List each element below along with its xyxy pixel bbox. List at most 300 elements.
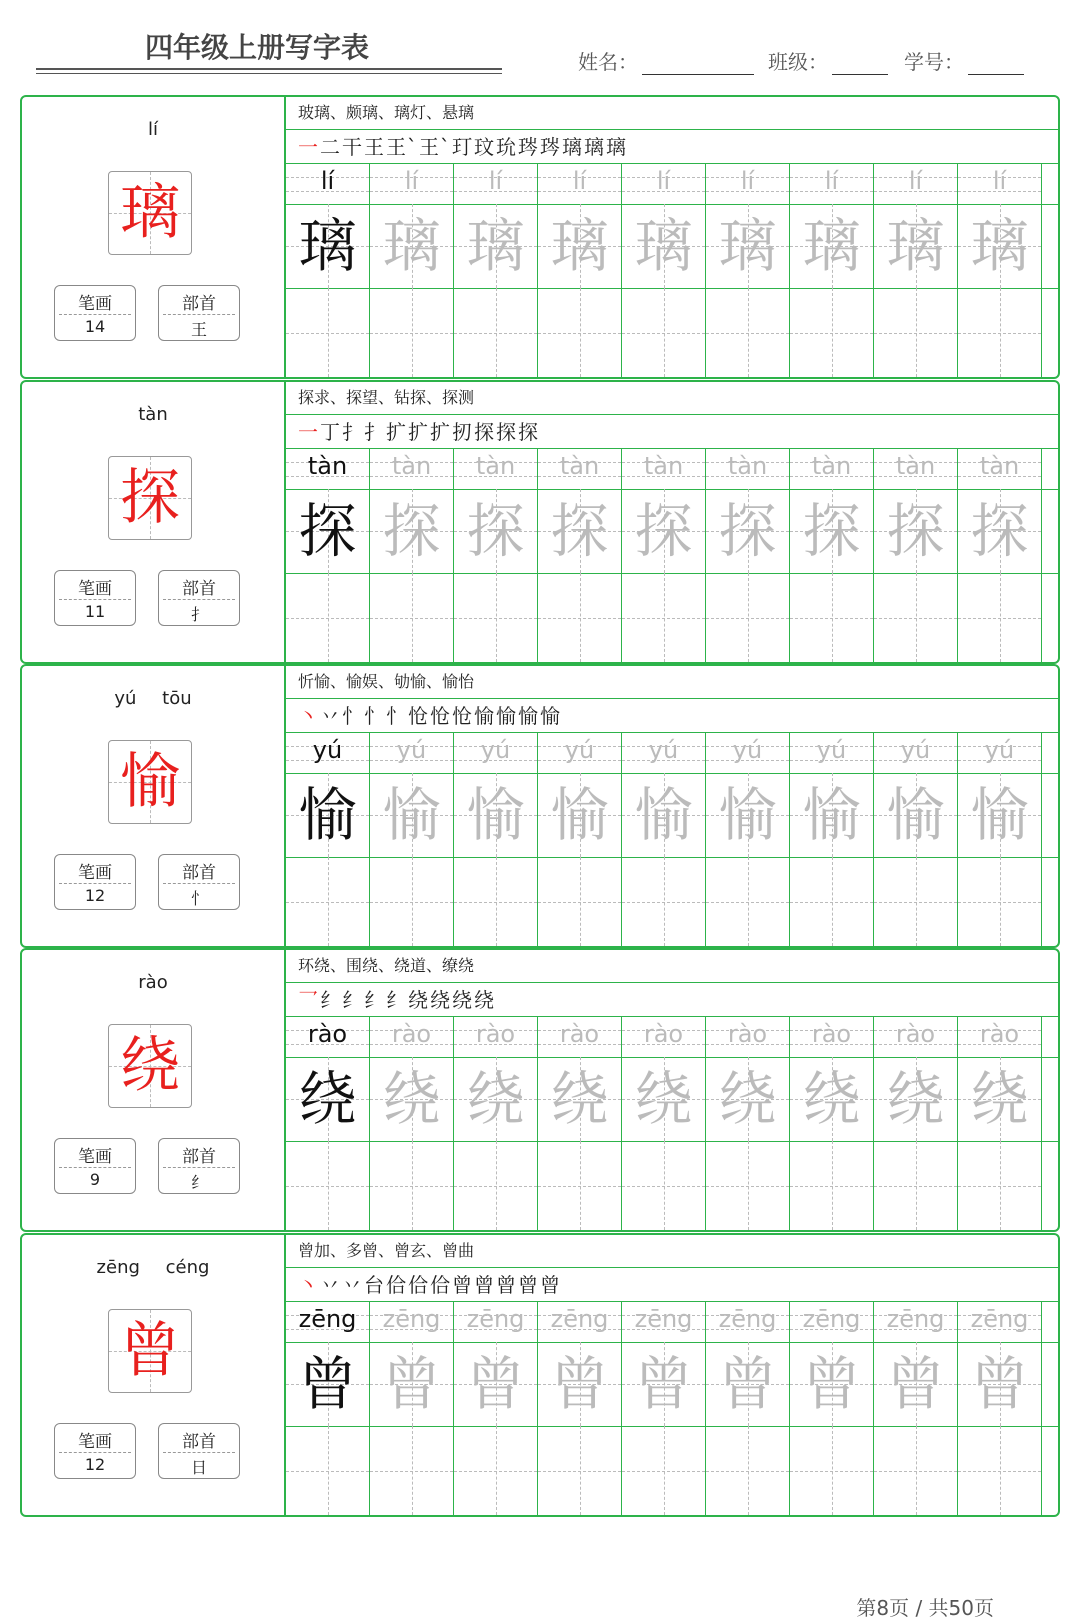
- character-cell[interactable]: [370, 1342, 454, 1426]
- pinyin-cell[interactable]: [790, 164, 874, 204]
- blank-cell[interactable]: [538, 573, 622, 662]
- radical-label: 部首: [182, 1432, 216, 1452]
- blank-cell[interactable]: [286, 288, 370, 377]
- character-cell[interactable]: [454, 773, 538, 857]
- pinyin-text: zēng: [298, 1305, 357, 1333]
- blank-cell[interactable]: [454, 288, 538, 377]
- name-field[interactable]: [578, 46, 754, 75]
- pinyin-cell[interactable]: [706, 1302, 790, 1342]
- stroke-step: 扌: [364, 420, 385, 444]
- stroke-step: 扩: [430, 420, 451, 444]
- pinyin-cell[interactable]: [958, 1017, 1042, 1057]
- character-text: 愉: [634, 781, 693, 849]
- blank-row: [286, 1426, 1058, 1515]
- stroke-step: 忄: [364, 704, 385, 728]
- character-cell[interactable]: [874, 773, 958, 857]
- stroke-count-value: 12: [84, 1455, 106, 1474]
- blank-cell[interactable]: [454, 857, 538, 946]
- pinyin-text: zēng: [802, 1305, 861, 1333]
- pinyin-cell[interactable]: [286, 733, 370, 773]
- character-text: 绕: [298, 1065, 357, 1133]
- stroke-step: 丶: [298, 1273, 319, 1297]
- blank-cell[interactable]: [958, 1426, 1042, 1515]
- character-cell[interactable]: [454, 1342, 538, 1426]
- character-text: 愉: [466, 781, 525, 849]
- stroke-step: 玟: [474, 135, 495, 159]
- blank-cell[interactable]: [538, 288, 622, 377]
- pinyin-cell[interactable]: [370, 164, 454, 204]
- character-text: 璃: [886, 212, 945, 280]
- blank-cell[interactable]: [958, 1141, 1042, 1230]
- character-cell[interactable]: [286, 489, 370, 573]
- number-blank[interactable]: [968, 50, 1024, 75]
- pinyin-text: rào: [811, 1020, 852, 1048]
- pinyin-cell[interactable]: [622, 733, 706, 773]
- blank-cell[interactable]: [538, 1426, 622, 1515]
- pinyin-cell[interactable]: [706, 164, 790, 204]
- blank-cell[interactable]: [370, 1141, 454, 1230]
- radical-label: 部首: [182, 863, 216, 883]
- practice-area: [284, 382, 1058, 662]
- pinyin-text: yú: [900, 736, 931, 764]
- pinyin-cell[interactable]: [958, 164, 1042, 204]
- pinyin-cell[interactable]: [286, 1017, 370, 1057]
- class-field[interactable]: [768, 46, 888, 75]
- blank-cell[interactable]: [790, 288, 874, 377]
- stroke-step: 扩: [408, 420, 429, 444]
- pinyin-cell[interactable]: [706, 1017, 790, 1057]
- character-cell[interactable]: [454, 1057, 538, 1141]
- blank-cell[interactable]: [958, 573, 1042, 662]
- pinyin-text: yú: [648, 736, 679, 764]
- number-field[interactable]: [904, 46, 1024, 75]
- character-cell[interactable]: [958, 1342, 1042, 1426]
- blank-cell[interactable]: [958, 288, 1042, 377]
- character-cell[interactable]: [370, 773, 454, 857]
- character-text: 绕: [718, 1065, 777, 1133]
- pinyin-text: lí: [488, 167, 503, 195]
- pinyin-text: lí: [908, 167, 923, 195]
- blank-cell[interactable]: [370, 1426, 454, 1515]
- character-box: [108, 740, 192, 824]
- stroke-count-box: [54, 1138, 136, 1194]
- blank-cell[interactable]: [706, 1141, 790, 1230]
- character-text: 探: [298, 497, 357, 565]
- pinyin-cell[interactable]: [958, 449, 1042, 489]
- blank-row: [286, 288, 1058, 377]
- blank-cell[interactable]: [370, 573, 454, 662]
- pinyin-cell[interactable]: [790, 1017, 874, 1057]
- blank-cell[interactable]: [622, 1141, 706, 1230]
- character-cell[interactable]: [622, 1057, 706, 1141]
- pinyin-text: tàn: [391, 452, 432, 480]
- character-cell[interactable]: [454, 204, 538, 288]
- blank-cell[interactable]: [706, 288, 790, 377]
- blank-cell[interactable]: [790, 857, 874, 946]
- word-list: 探求、探望、钻探、探测: [286, 382, 1058, 415]
- pinyin-cell[interactable]: [874, 733, 958, 773]
- blank-cell[interactable]: [286, 573, 370, 662]
- stroke-step: 曾: [452, 1273, 473, 1297]
- stroke-step: 王`: [419, 135, 451, 159]
- character-glyph: 探: [120, 463, 180, 533]
- character-cell[interactable]: [622, 204, 706, 288]
- pinyin-text: lí: [656, 167, 671, 195]
- stroke-step: 扩: [386, 420, 407, 444]
- stroke-step: 佮: [430, 1273, 451, 1297]
- pinyin-cell[interactable]: [622, 449, 706, 489]
- blank-cell[interactable]: [454, 573, 538, 662]
- character-text: 绕: [550, 1065, 609, 1133]
- character-cell[interactable]: [874, 204, 958, 288]
- stroke-step: 丁: [320, 420, 341, 444]
- character-text: 曾: [550, 1350, 609, 1418]
- stroke-step: 纟: [364, 988, 385, 1012]
- pinyin-text: tàn: [307, 452, 348, 480]
- pinyin-text: tàn: [811, 452, 852, 480]
- pinyin-text: lí: [740, 167, 755, 195]
- stroke-step: 愉: [496, 704, 517, 728]
- blank-cell[interactable]: [874, 288, 958, 377]
- stroke-step: 曾: [496, 1273, 517, 1297]
- character-cell[interactable]: [370, 1057, 454, 1141]
- pinyin-row: [286, 449, 1058, 490]
- stroke-step: 曾: [540, 1273, 561, 1297]
- character-cell[interactable]: [538, 773, 622, 857]
- character-text: 绕: [466, 1065, 525, 1133]
- radical-value: 纟: [190, 1173, 207, 1192]
- stroke-count-value: 12: [84, 886, 106, 905]
- pinyin-cell[interactable]: [538, 164, 622, 204]
- stroke-count-value: 11: [84, 602, 106, 621]
- pinyin-cell[interactable]: [286, 1302, 370, 1342]
- stroke-step: 纟: [386, 988, 407, 1012]
- pinyin-cell[interactable]: [370, 1302, 454, 1342]
- character-card: [20, 664, 1060, 948]
- pinyin-label: rào: [138, 972, 168, 993]
- stroke-step: 探: [496, 420, 517, 444]
- blank-cell[interactable]: [370, 857, 454, 946]
- character-cell[interactable]: [538, 489, 622, 573]
- character-cell[interactable]: [790, 773, 874, 857]
- pinyin-cell[interactable]: [538, 1017, 622, 1057]
- page-title: 四年级上册写字表: [145, 31, 370, 64]
- radical-value: 日: [190, 1458, 207, 1477]
- blank-cell[interactable]: [538, 1141, 622, 1230]
- character-text: 探: [550, 497, 609, 565]
- pinyin-cell[interactable]: [874, 164, 958, 204]
- pinyin-text: rào: [895, 1020, 936, 1048]
- character-text: 绕: [802, 1065, 861, 1133]
- pinyin-cell[interactable]: [370, 449, 454, 489]
- character-text: 探: [634, 497, 693, 565]
- character-cell[interactable]: [706, 1342, 790, 1426]
- stroke-step: 绕: [452, 988, 473, 1012]
- character-cell[interactable]: [622, 489, 706, 573]
- stroke-step: 怆: [430, 704, 451, 728]
- stroke-count-label: 笔画: [78, 579, 112, 599]
- character-cell[interactable]: [958, 204, 1042, 288]
- character-cell[interactable]: [286, 773, 370, 857]
- character-cell[interactable]: [454, 489, 538, 573]
- character-info: [22, 666, 284, 946]
- stroke-step: 曾: [518, 1273, 539, 1297]
- character-cell[interactable]: [286, 204, 370, 288]
- stroke-step: 琌: [518, 135, 539, 159]
- pinyin-cell[interactable]: [958, 733, 1042, 773]
- word-list: 环绕、围绕、绕道、缭绕: [286, 950, 1058, 983]
- character-cell[interactable]: [958, 773, 1042, 857]
- pinyin-cell[interactable]: [958, 1302, 1042, 1342]
- character-text: 绕: [382, 1065, 441, 1133]
- pinyin-cell[interactable]: [538, 1302, 622, 1342]
- character-cell[interactable]: [706, 1057, 790, 1141]
- number-label: 学号：: [904, 50, 964, 74]
- character-cell[interactable]: [790, 489, 874, 573]
- pinyin-text: yú: [480, 736, 511, 764]
- pinyin-row: [286, 733, 1058, 774]
- character-cell[interactable]: [874, 1342, 958, 1426]
- pinyin-text: rào: [559, 1020, 600, 1048]
- stroke-step: 纟: [342, 988, 363, 1012]
- character-cell[interactable]: [538, 1342, 622, 1426]
- blank-cell[interactable]: [790, 1141, 874, 1230]
- character-cell[interactable]: [790, 204, 874, 288]
- character-text: 璃: [550, 212, 609, 280]
- class-blank[interactable]: [832, 50, 888, 75]
- word-list: 曾加、多曾、曾玄、曾曲: [286, 1235, 1058, 1268]
- stroke-count-box: [54, 285, 136, 341]
- blank-cell[interactable]: [454, 1141, 538, 1230]
- character-cell[interactable]: [790, 1057, 874, 1141]
- stroke-step: 怆: [408, 704, 429, 728]
- character-text: 璃: [970, 212, 1029, 280]
- character-box: [108, 456, 192, 540]
- radical-value: 王: [190, 320, 207, 339]
- character-text: 曾: [886, 1350, 945, 1418]
- pinyin-cell[interactable]: [790, 1302, 874, 1342]
- pinyin-text: zēng: [718, 1305, 777, 1333]
- character-text: 璃: [382, 212, 441, 280]
- character-cell[interactable]: [706, 773, 790, 857]
- character-row: [286, 1342, 1058, 1427]
- stroke-step: 愉: [540, 704, 561, 728]
- pinyin-text: lí: [572, 167, 587, 195]
- blank-cell[interactable]: [706, 573, 790, 662]
- pinyin-cell[interactable]: [622, 164, 706, 204]
- character-cell[interactable]: [370, 204, 454, 288]
- pinyin-cell[interactable]: [286, 164, 370, 204]
- pinyin-text: zēng: [382, 1305, 441, 1333]
- pinyin-text: rào: [475, 1020, 516, 1048]
- blank-cell[interactable]: [286, 857, 370, 946]
- stroke-step: 干: [342, 135, 363, 159]
- blank-cell[interactable]: [874, 857, 958, 946]
- stroke-step: 丶: [298, 704, 319, 728]
- stroke-step: 绕: [474, 988, 495, 1012]
- pinyin-cell[interactable]: [454, 1017, 538, 1057]
- pinyin-cell[interactable]: [370, 733, 454, 773]
- pinyin-text: yú: [564, 736, 595, 764]
- stroke-count-label: 笔画: [78, 294, 112, 314]
- character-box: [108, 171, 192, 255]
- practice-area: [284, 97, 1058, 377]
- character-cell[interactable]: [538, 1057, 622, 1141]
- character-glyph: 愉: [120, 747, 180, 817]
- stroke-step: 愉: [518, 704, 539, 728]
- pinyin-cell[interactable]: [454, 449, 538, 489]
- stroke-step: 台: [364, 1273, 385, 1297]
- blank-cell[interactable]: [706, 1426, 790, 1515]
- stroke-step: 二: [320, 135, 341, 159]
- stroke-step: 璃: [606, 135, 627, 159]
- pinyin-cell[interactable]: [622, 1302, 706, 1342]
- blank-row: [286, 857, 1058, 946]
- pinyin-cell[interactable]: [706, 449, 790, 489]
- character-cell[interactable]: [706, 204, 790, 288]
- pinyin-cell[interactable]: [370, 1017, 454, 1057]
- pinyin-text: tàn: [727, 452, 768, 480]
- title-underline-thin: [36, 73, 502, 74]
- blank-cell[interactable]: [706, 857, 790, 946]
- character-text: 曾: [634, 1350, 693, 1418]
- blank-cell[interactable]: [790, 573, 874, 662]
- pinyin-text: rào: [643, 1020, 684, 1048]
- stroke-step: 探: [518, 420, 539, 444]
- blank-cell[interactable]: [790, 1426, 874, 1515]
- pinyin-text: rào: [307, 1020, 348, 1048]
- blank-row: [286, 1141, 1058, 1230]
- pinyin-cell[interactable]: [874, 449, 958, 489]
- pinyin-text: yú: [732, 736, 763, 764]
- word-list: 忻愉、愉娱、劬愉、愉怡: [286, 666, 1058, 699]
- character-text: 绕: [970, 1065, 1029, 1133]
- character-text: 曾: [382, 1350, 441, 1418]
- stroke-step: 一: [298, 135, 319, 159]
- stroke-count-value: 14: [84, 317, 106, 336]
- pinyin-label: yú tōu: [114, 688, 192, 709]
- blank-cell[interactable]: [370, 288, 454, 377]
- blank-cell[interactable]: [286, 1141, 370, 1230]
- character-cell[interactable]: [874, 1057, 958, 1141]
- stroke-step: 玧: [496, 135, 517, 159]
- character-cell[interactable]: [622, 773, 706, 857]
- pinyin-cell[interactable]: [790, 449, 874, 489]
- pinyin-row: [286, 164, 1058, 205]
- pinyin-cell[interactable]: [538, 449, 622, 489]
- pinyin-row: [286, 1302, 1058, 1343]
- stroke-step: 曾: [474, 1273, 495, 1297]
- character-cell[interactable]: [958, 1057, 1042, 1141]
- stroke-count-label: 笔画: [78, 1147, 112, 1167]
- radical-label: 部首: [182, 294, 216, 314]
- blank-cell[interactable]: [454, 1426, 538, 1515]
- character-cell[interactable]: [874, 489, 958, 573]
- stroke-step: 丷: [342, 1273, 363, 1297]
- stroke-step: 愉: [474, 704, 495, 728]
- pinyin-cell[interactable]: [286, 449, 370, 489]
- stroke-step: 探: [474, 420, 495, 444]
- pinyin-text: tàn: [979, 452, 1020, 480]
- stroke-count-label: 笔画: [78, 1432, 112, 1452]
- pinyin-cell[interactable]: [874, 1017, 958, 1057]
- blank-cell[interactable]: [958, 857, 1042, 946]
- name-label: 姓名：: [578, 50, 638, 74]
- character-cell[interactable]: [706, 489, 790, 573]
- character-row: [286, 1057, 1058, 1142]
- stroke-order: [286, 699, 1058, 733]
- character-cell[interactable]: [622, 1342, 706, 1426]
- stroke-step: 绕: [408, 988, 429, 1012]
- radical-label: 部首: [182, 1147, 216, 1167]
- stroke-step: 忄: [342, 704, 363, 728]
- character-cell[interactable]: [286, 1342, 370, 1426]
- stroke-step: 一: [298, 420, 319, 444]
- blank-cell[interactable]: [874, 1141, 958, 1230]
- character-text: 愉: [970, 781, 1029, 849]
- stroke-order: [286, 415, 1058, 449]
- pinyin-label: tàn: [138, 404, 168, 425]
- name-blank[interactable]: [642, 50, 754, 75]
- stroke-step: 琌: [540, 135, 561, 159]
- practice-area: [284, 950, 1058, 1230]
- character-text: 愉: [718, 781, 777, 849]
- stroke-step: 扌: [342, 420, 363, 444]
- blank-cell[interactable]: [874, 573, 958, 662]
- stroke-step: 玎: [452, 135, 473, 159]
- blank-cell[interactable]: [538, 857, 622, 946]
- blank-row: [286, 573, 1058, 662]
- pinyin-cell[interactable]: [874, 1302, 958, 1342]
- character-card: [20, 1233, 1060, 1517]
- character-cell[interactable]: [286, 1057, 370, 1141]
- character-card: [20, 948, 1060, 1232]
- stroke-step: 王`: [386, 135, 418, 159]
- character-cell[interactable]: [538, 204, 622, 288]
- pinyin-text: lí: [320, 167, 335, 195]
- character-cell[interactable]: [790, 1342, 874, 1426]
- radical-box: [158, 570, 240, 626]
- blank-cell[interactable]: [622, 573, 706, 662]
- blank-cell[interactable]: [622, 1426, 706, 1515]
- character-text: 璃: [466, 212, 525, 280]
- blank-cell[interactable]: [622, 857, 706, 946]
- character-box: [108, 1309, 192, 1393]
- pinyin-cell[interactable]: [454, 164, 538, 204]
- character-text: 探: [886, 497, 945, 565]
- pinyin-label: lí: [147, 119, 158, 140]
- character-cell[interactable]: [370, 489, 454, 573]
- character-info: [22, 1235, 284, 1515]
- stroke-count-label: 笔画: [78, 863, 112, 883]
- pinyin-cell[interactable]: [790, 733, 874, 773]
- pinyin-cell[interactable]: [706, 733, 790, 773]
- character-row: [286, 773, 1058, 858]
- blank-cell[interactable]: [622, 288, 706, 377]
- stroke-order: [286, 130, 1058, 164]
- pinyin-cell[interactable]: [454, 733, 538, 773]
- character-text: 绕: [634, 1065, 693, 1133]
- character-info: [22, 97, 284, 377]
- blank-cell[interactable]: [286, 1426, 370, 1515]
- radical-box: [158, 854, 240, 910]
- pinyin-text: rào: [727, 1020, 768, 1048]
- character-cell[interactable]: [958, 489, 1042, 573]
- pinyin-cell[interactable]: [538, 733, 622, 773]
- blank-cell[interactable]: [874, 1426, 958, 1515]
- pinyin-cell[interactable]: [454, 1302, 538, 1342]
- pinyin-cell[interactable]: [622, 1017, 706, 1057]
